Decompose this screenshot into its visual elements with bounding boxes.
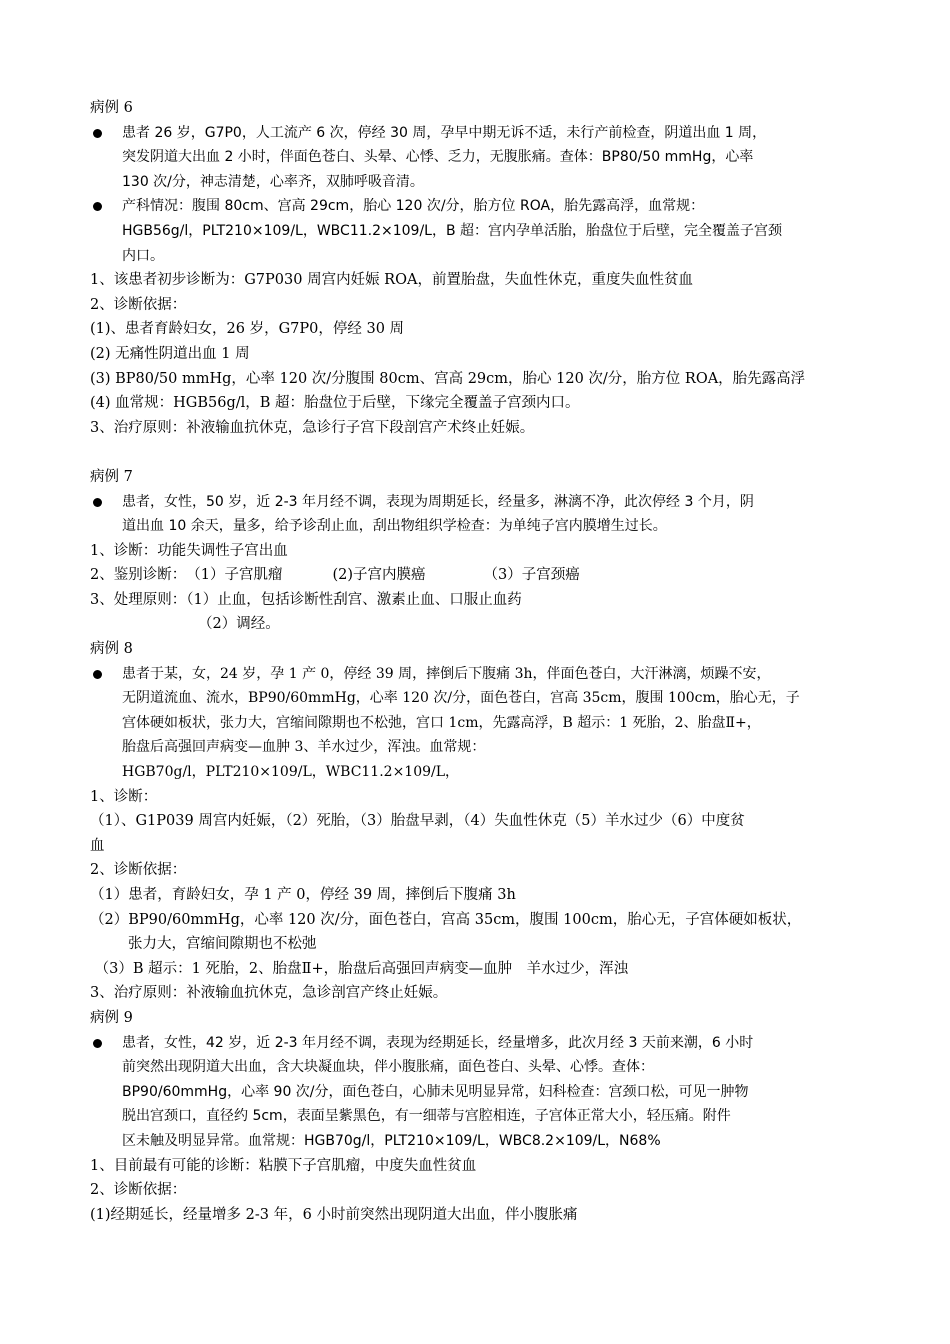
case6-bullet1-line: 130 次/分，神志清楚，心率齐，双肺呼吸音清。 xyxy=(122,173,424,190)
bullet-dot xyxy=(93,202,102,211)
bullet-dot xyxy=(93,670,102,679)
case6-line: (2) 无痛性阴道出血 1 周 xyxy=(90,345,250,362)
case9-bullet1-line: 前突然出现阴道大出血，含大块凝血块，伴小腹胀痛，面色苍白、头晕、心悸。查体： xyxy=(122,1059,654,1076)
case9-bullet1-line: 患者，女性，42 岁，近 2-3 年月经不调，表现为经期延长，经量增多，此次月经 3 天前来潮，6 小时 xyxy=(122,1034,754,1051)
case6-line: (1)、患者育龄妇女，26 岁，G7P0，停经 30 周 xyxy=(90,321,405,338)
case8-bullet1-line: HGB70g/l，PLT210×109/L，WBC11.2×109/L， xyxy=(122,764,460,781)
case8-line: 血 xyxy=(90,837,105,854)
case8-line: （1）、G1P039 周宫内妊娠，（2）死胎，（3）胎盘早剥，（4）失血性休克（5）羊水过少（6）中度贫 xyxy=(90,813,745,830)
case8-line: 1、诊断： xyxy=(90,788,158,805)
case6-bullet1-line: 患者 26 岁，G7P0，人工流产 6 次，停经 30 周，孕早中期无诉不适，未行产前检查，阴道出血 1 周， xyxy=(122,124,767,141)
case9-bullet1-line: BP90/60mmHg，心率 90 次/分，面色苍白，心肺未见明显异常，妇科检查：宫颈口松，可见一肿物 xyxy=(122,1083,749,1100)
case9-bullet-history xyxy=(90,1031,865,1154)
case6-line: 2、诊断依据： xyxy=(90,296,187,313)
case6-bullet2-line: 内口。 xyxy=(122,247,164,264)
case7-title: 病例 7 xyxy=(90,468,133,485)
case8-line: 3、治疗原则：补液输血抗休克，急诊剖宫产终止妊娠。 xyxy=(90,985,448,1002)
case9-title: 病例 9 xyxy=(90,1009,133,1026)
differential-item: （1）子宫肌瘤 xyxy=(186,567,283,584)
bullet-dot xyxy=(93,129,102,138)
case6-bullet-history xyxy=(90,121,865,195)
differential-item: (2)子宫内膜癌 xyxy=(332,567,426,584)
case6-bullet2-line: HGB56g/l，PLT210×109/L，WBC11.2×109/L，B 超：宫内孕单活胎，胎盘位于后壁，完全覆盖子宫颈 xyxy=(122,222,783,239)
case7-differential xyxy=(90,563,865,588)
case8-line: 2、诊断依据： xyxy=(90,862,187,879)
case8-line: （1）患者，育龄妇女，孕 1 产 0，停经 39 周，摔倒后下腹痛 3h xyxy=(90,887,516,903)
case7-treatment-cont: （2）调经。 xyxy=(198,616,280,633)
bullet-dot xyxy=(93,1039,102,1048)
case8-title: 病例 8 xyxy=(90,641,133,658)
case6-bullet2-line: 产科情况：腹围 80cm、宫高 29cm，胎心 120 次/分，胎方位 ROA，胎先露高浮，血常规： xyxy=(122,198,705,215)
case7-bullet-history xyxy=(90,490,865,539)
case6-bullet-obstetric xyxy=(90,194,865,268)
case6-line: 3、治疗原则：补液输血抗休克，急诊行子宫下段剖宫产术终止妊娠。 xyxy=(90,419,535,436)
case8-line-cont: 张力大，宫缩间隙期也不松弛 xyxy=(128,936,317,953)
case9-line: (1)经期延长，经量增多 2-3 年，6 小时前突然出现阴道大出血，伴小腹胀痛 xyxy=(90,1206,578,1223)
case7-bullet1-line: 患者，女性，50 岁，近 2-3 年月经不调，表现为周期延长，经量多，淋漓不净，此次停经 3 个月，阴 xyxy=(122,493,754,510)
case8-bullet1-line: 无阴道流血、流水，BP90/60mmHg，心率 120 次/分，面色苍白，宫高 35cm，腹围 100cm，胎心无，子 xyxy=(122,690,800,707)
case7-treatment: 3、处理原则：（1）止血，包括诊断性刮宫、激素止血、口服止血药 xyxy=(90,591,522,608)
case8-bullet-history xyxy=(90,662,865,785)
spacer xyxy=(90,440,865,465)
case6-line: 1、该患者初步诊断为：G7P030 周宫内妊娠 ROA，前置胎盘，失血性休克，重度失血性贫血 xyxy=(90,272,693,289)
bullet-dot xyxy=(93,498,102,507)
case9-bullet1-line: 区未触及明显异常。血常规：HGB70g/l，PLT210×109/L，WBC8.2×109/L，N68% xyxy=(122,1132,661,1149)
case9-line: 1、目前最有可能的诊断：粘膜下子宫肌瘤，中度失血性贫血 xyxy=(90,1157,477,1174)
case7-bullet1-line: 道出血 10 余天，量多，给予诊刮止血，刮出物组织学检查：为单纯子宫内膜增生过长。 xyxy=(122,518,667,535)
case8-line: （3）B 超示：1 死胎，2、胎盘Ⅱ+，胎盘后高强回声病变—血肿 羊水过少，浑浊 xyxy=(90,960,629,977)
differential-label: 2、鉴别诊断： xyxy=(90,567,187,584)
differential-item: （3）子宫颈癌 xyxy=(483,567,580,584)
case6-line: (3) BP80/50 mmHg，心率 120 次/分腹围 80cm、宫高 29cm，胎心 120 次/分，胎方位 ROA，胎先露高浮 xyxy=(90,370,806,387)
case8-bullet1-line: 宫体硬如板状，张力大，宫缩间隙期也不松弛，宫口 1cm，先露高浮，B 超示：1 死胎，2、胎盘Ⅱ+， xyxy=(122,714,761,731)
case8-bullet1-line: 胎盘后高强回声病变—血肿 3、羊水过少，浑浊。血常规： xyxy=(122,739,486,756)
case6-line: (4) 血常规：HGB56g/l，B 超：胎盘位于后壁，下缘完全覆盖子宫颈内口。 xyxy=(90,395,580,412)
case9-line: 2、诊断依据： xyxy=(90,1182,187,1199)
document-page xyxy=(90,96,865,1227)
case8-bullet1-line: 患者于某，女，24 岁，孕 1 产 0，停经 39 周，摔倒后下腹痛 3h，伴面色苍白，大汗淋漓，烦躁不安， xyxy=(122,665,771,682)
case8-line: （2）BP90/60mmHg，心率 120 次/分，面色苍白，宫高 35cm，腹围 100cm，胎心无，子宫体硬如板状， xyxy=(90,911,802,928)
case6-title: 病例 6 xyxy=(90,100,133,116)
case9-bullet1-line: 脱出宫颈口，直径约 5cm，表面呈紫黑色，有一细蒂与宫腔相连，子宫体正常大小，轻压痛。附件 xyxy=(122,1108,731,1125)
case7-diagnosis: 1、诊断：功能失调性子宫出血 xyxy=(90,542,288,559)
case6-bullet1-line: 突发阴道大出血 2 小时，伴面色苍白、头晕、心悸、乏力，无腹胀痛。查体：BP80/50 mmHg，心率 xyxy=(122,149,754,166)
